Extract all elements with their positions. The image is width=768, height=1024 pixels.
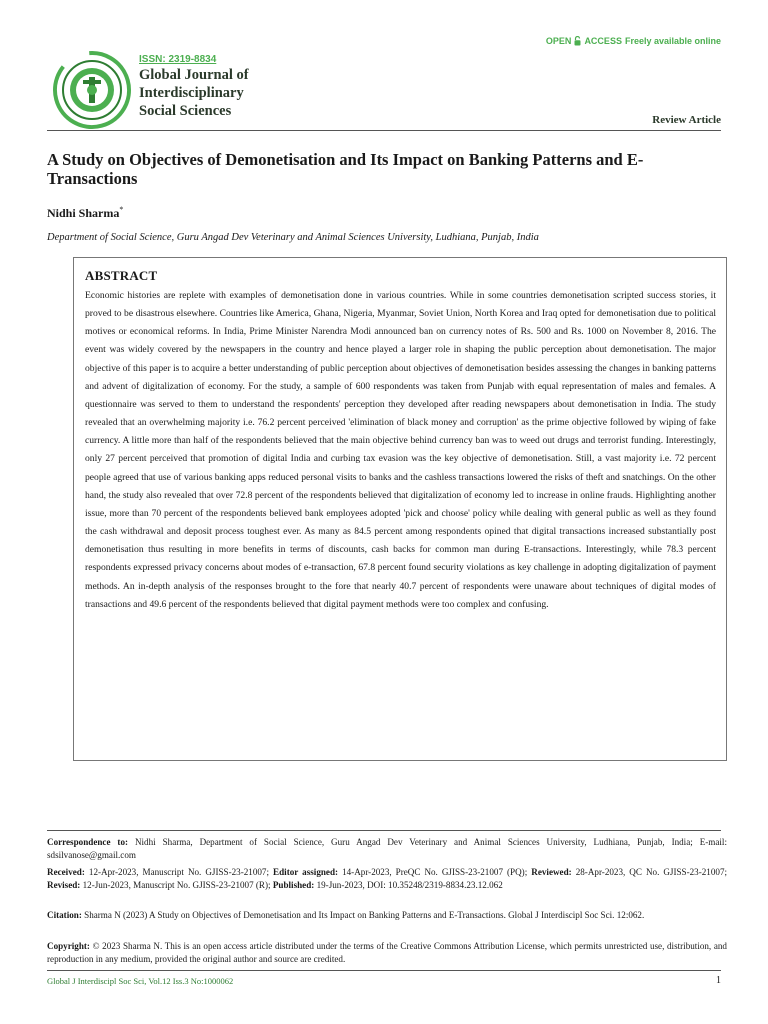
journal-name bbox=[139, 66, 309, 120]
abstract-heading: ABSTRACT bbox=[85, 268, 158, 283]
reviewed-text: 28-Apr-2023, QC No. GJISS-23-21007; bbox=[575, 867, 728, 877]
copyright-label: Copyright: bbox=[47, 941, 90, 951]
freely-available-label: Freely available online bbox=[624, 36, 721, 46]
citation-note bbox=[47, 909, 727, 922]
copyright-note bbox=[47, 940, 727, 966]
header-divider bbox=[47, 130, 721, 131]
history-note bbox=[47, 866, 727, 892]
citation-label: Citation: bbox=[47, 910, 82, 920]
journal-name-line: Global Journal of bbox=[139, 67, 249, 83]
article-type: Review Article bbox=[652, 114, 721, 126]
open-access-lock-icon bbox=[574, 36, 581, 46]
editor-label: Editor assigned: bbox=[273, 867, 339, 877]
open-label: OPEN bbox=[545, 36, 572, 46]
published-text: 19-Jun-2023, DOI: 10.35248/2319-8834.23.12.062 bbox=[316, 880, 503, 890]
journal-name-line: Social Sciences bbox=[139, 103, 232, 119]
reviewed-label: Reviewed: bbox=[531, 867, 572, 877]
author-affiliation: Department of Social Science, Guru Angad Dev Veterinary and Animal Sciences University, Ludhiana, Punjab, India bbox=[47, 232, 539, 243]
revised-text: 12-Jun-2023, Manuscript No. GJISS-23-21007 (R); bbox=[82, 880, 271, 890]
received-text: 12-Apr-2023, Manuscript No. GJISS-23-21007; bbox=[88, 867, 270, 877]
abstract-text: Economic histories are replete with examples of demonetisation done in various countries. While in some countries demonetisation scripted success stories, it proved to be disastrous elsewhere. Countries like America, Ghana, Nigeria, Myanmar, Soviet Union, North Korea and Iraq opted for demonetisation due to political motives or economical reforms. In India, Prime Minister Narendra Modi announced ban on currency notes of Rs. 500 and Rs. 1000 on November 8, 2016. The event was widely covered by the newspapers in the country and hence played a larger role in shaping the public perception about demonetisation. The major objective of this paper is to acquire a better understanding of public perception about objectives of demonetisation besides assessing the changes in banking patterns and advent of digitalization of economy. For the study, a sample of 600 respondents was taken from Punjab with equal representation of males and females. A questionnaire was served to them to understand the respondents' perception they developed after reading newspapers about demonetisation in India. The study revealed that an overwhelming majority i.e. 76.2 percent perceived 'elimination of black money and corruption' as the prime objective followed by wiping of fake currency. A little more than half of the respondents believed that the main objective behind currency ban was to weed out drugs and terrorist funding. Interestingly, only 27 percent perceived that promotion of digital India and curbing tax evasion was the key objective of demonetisation. Still, a vast majority i.e. 72 percent people agreed that use of various banking apps reduced personal visits to banks and the cashless transactions lowered the risks of theft and snatchings. On the other hand, the study also revealed that over 72.8 percent of the respondents believed that digitalization of economy led to increase in online frauds. Highlighting another issue, more than 70 percent of the respondents believed bank employees adopted 'pick and choose' policy while dealing with general public as well as they found the cash withdrawal and deposit process toughest ever. As many as 84.5 percent among respondents opined that digital transactions increased substantially post demonetisation thus resulting in more benefits in terms of discounts, cash backs for common man during E-transactions. Interestingly, while 78.3 percent respondents expressed privacy concerns about modes of e-transaction, 67.8 percent found security violations as key challenge in adopting digitalization of payment methods. An in-depth analysis of the responses brought to the fore that nearly 40.7 percent of respondents were unaware about techniques of digital modes of transactions and 49.6 percent of the respondents believed that digital payment methods were too complex and confusing. bbox=[85, 290, 716, 610]
abstract-box bbox=[73, 257, 727, 761]
received-label: Received: bbox=[47, 867, 85, 877]
page-number: 1 bbox=[716, 975, 721, 986]
issn[interactable]: ISSN: 2319-8834 bbox=[139, 54, 217, 65]
journal-name-line: Interdisciplinary bbox=[139, 85, 244, 101]
published-label: Published: bbox=[272, 880, 315, 890]
author-name bbox=[47, 205, 123, 221]
open-access-badge bbox=[546, 36, 721, 46]
author-name-text: Nidhi Sharma bbox=[47, 206, 120, 220]
journal-logo-icon bbox=[52, 50, 132, 130]
article-title: A Study on Objectives of Demonetisation and Its Impact on Banking Patterns and E-Transactions bbox=[47, 150, 644, 188]
access-label: ACCESS bbox=[584, 36, 622, 46]
copyright-text: © 2023 Sharma N. This is an open access article distributed under the terms of the Creative Commons Attribution License, which permits unrestricted use, distribution, and reproduction in any medium, provided the original author and source are credited. bbox=[47, 941, 727, 964]
footer-divider bbox=[47, 970, 721, 971]
editor-text: 14-Apr-2023, PreQC No. GJISS-23-21007 (PQ); bbox=[342, 867, 528, 877]
revised-label: Revised: bbox=[47, 880, 81, 890]
citation-text: Sharma N (2023) A Study on Objectives of Demonetisation and Its Impact on Banking Patterns and E-Transactions. Global J Interdiscipl Soc Sci. 12:062. bbox=[84, 910, 645, 920]
author-mark: * bbox=[119, 205, 124, 214]
correspondence-note bbox=[47, 836, 727, 862]
footer-journal-ref: Global J Interdiscipl Soc Sci, Vol.12 Iss.3 No:1000062 bbox=[47, 976, 234, 986]
correspondence-label: Correspondence to: bbox=[47, 837, 129, 847]
correspondence-text: Nidhi Sharma, Department of Social Science, Guru Angad Dev Veterinary and Animal Sciences University, Ludhiana, Punjab, India; E-mail: sdsilvanose@gmail.com bbox=[47, 837, 727, 860]
footnote-divider bbox=[47, 830, 721, 831]
